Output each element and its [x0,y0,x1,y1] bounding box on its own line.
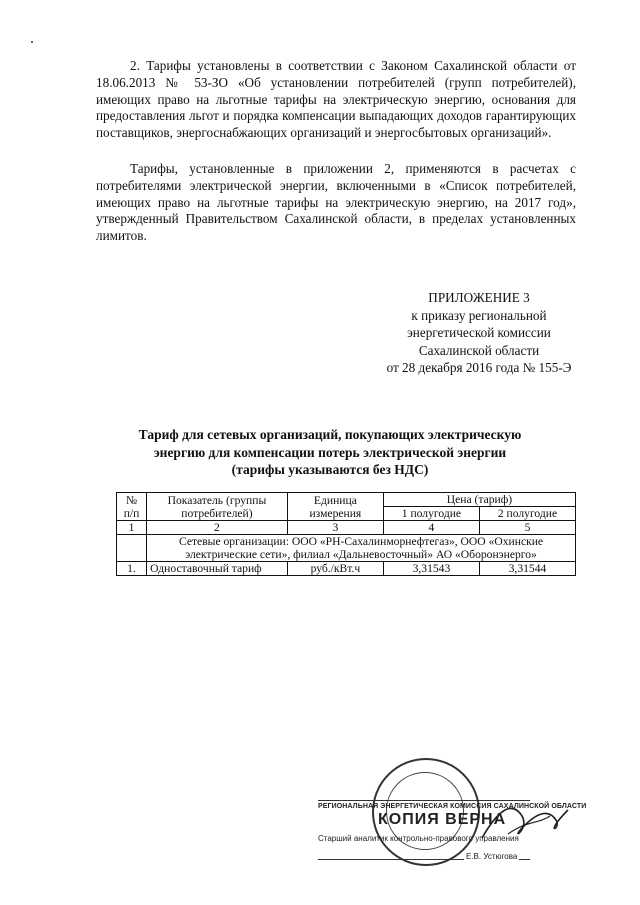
col-number: 5 [479,521,575,535]
col-number: 3 [287,521,383,535]
cell-num: 1. [117,562,147,576]
cell-half2: 3,31544 [479,562,575,576]
appendix-date: от 28 декабря 2016 года № 155-Э [386,360,572,375]
col-number: 4 [383,521,479,535]
appendix-title: ПРИЛОЖЕНИЕ 3 [428,290,530,305]
appendix-line: к приказу региональной [411,307,547,323]
header-num: № п/п [117,493,147,521]
scan-speck [31,41,33,43]
paragraph-tariff-basis: 2. Тарифы установлены в соответствии с Законом Сахалинской области от 18.06.2013 № 53-ЗО «Об установлении потребителей (групп потребителей), имеющих право на льготные тарифы на электрическую энергию, основания для предоставления льгот и порядка компенсации выпадающих доходов гарантирующих поставщиков, энергоснабжающих организаций и энергосбытовых организаций». [96,58,576,141]
table-title-line: Тариф для сетевых организаций, покупающих электрическую [138,427,522,442]
cell-half1: 3,31543 [383,562,479,576]
table-title-note: (тарифы указываются без НДС) [231,462,429,477]
table-title-line: энергию для компенсации потерь электрической энергии [153,444,507,460]
paragraph-tariff-application: Тарифы, установленные в приложении 2, применяются в расчетах с потребителями электрической энергии, включенными в «Список потребителей, имеющих право на льготные тарифы на электрическую энергию, на 2017 год», утвержденный Правительством Сахалинской области, в пределах установленных лимитов. [96,161,576,244]
stamp-signer-name: Е.В. Устюгова [466,852,518,861]
org-row-text: Сетевые организации: ООО «РН-Сахалинморнефтегаз», ООО «Охинские электрические сети», филиал «Дальневосточный» АО «Оборонэнерго» [147,535,576,562]
col-number: 2 [147,521,288,535]
header-half2: 2 полугодие [479,507,575,521]
appendix-header [362,289,596,377]
table-title [110,426,550,479]
header-half1: 1 полугодие [383,507,479,521]
stamp-copy-label: КОПИЯ ВЕРНА [378,811,507,828]
header-indicator: Показатель (группы потребителей) [147,493,288,521]
column-number-row [117,521,576,535]
cell-indicator: Одноставочный тариф [147,562,288,576]
header-unit: Единица измерения [287,493,383,521]
cell-unit: руб./кВт.ч [287,562,383,576]
col-number: 1 [117,521,147,535]
handwritten-signature [478,790,574,850]
tariff-table [116,492,576,576]
appendix-line: Сахалинской области [418,342,540,358]
table-row [117,562,576,576]
table-header-row [117,493,576,507]
header-price: Цена (тариф) [383,493,575,507]
appendix-line: энергетической комиссии [407,325,551,340]
org-row [117,535,576,562]
stamp-org: РЕГИОНАЛЬНАЯ ЭНЕРГЕТИЧЕСКАЯ КОМИССИЯ САХАЛИНСКОЙ ОБЛАСТИ [318,803,587,810]
stamp-position: Старший аналитик контрольно-правового управления [318,834,519,843]
org-row-empty [117,535,147,562]
